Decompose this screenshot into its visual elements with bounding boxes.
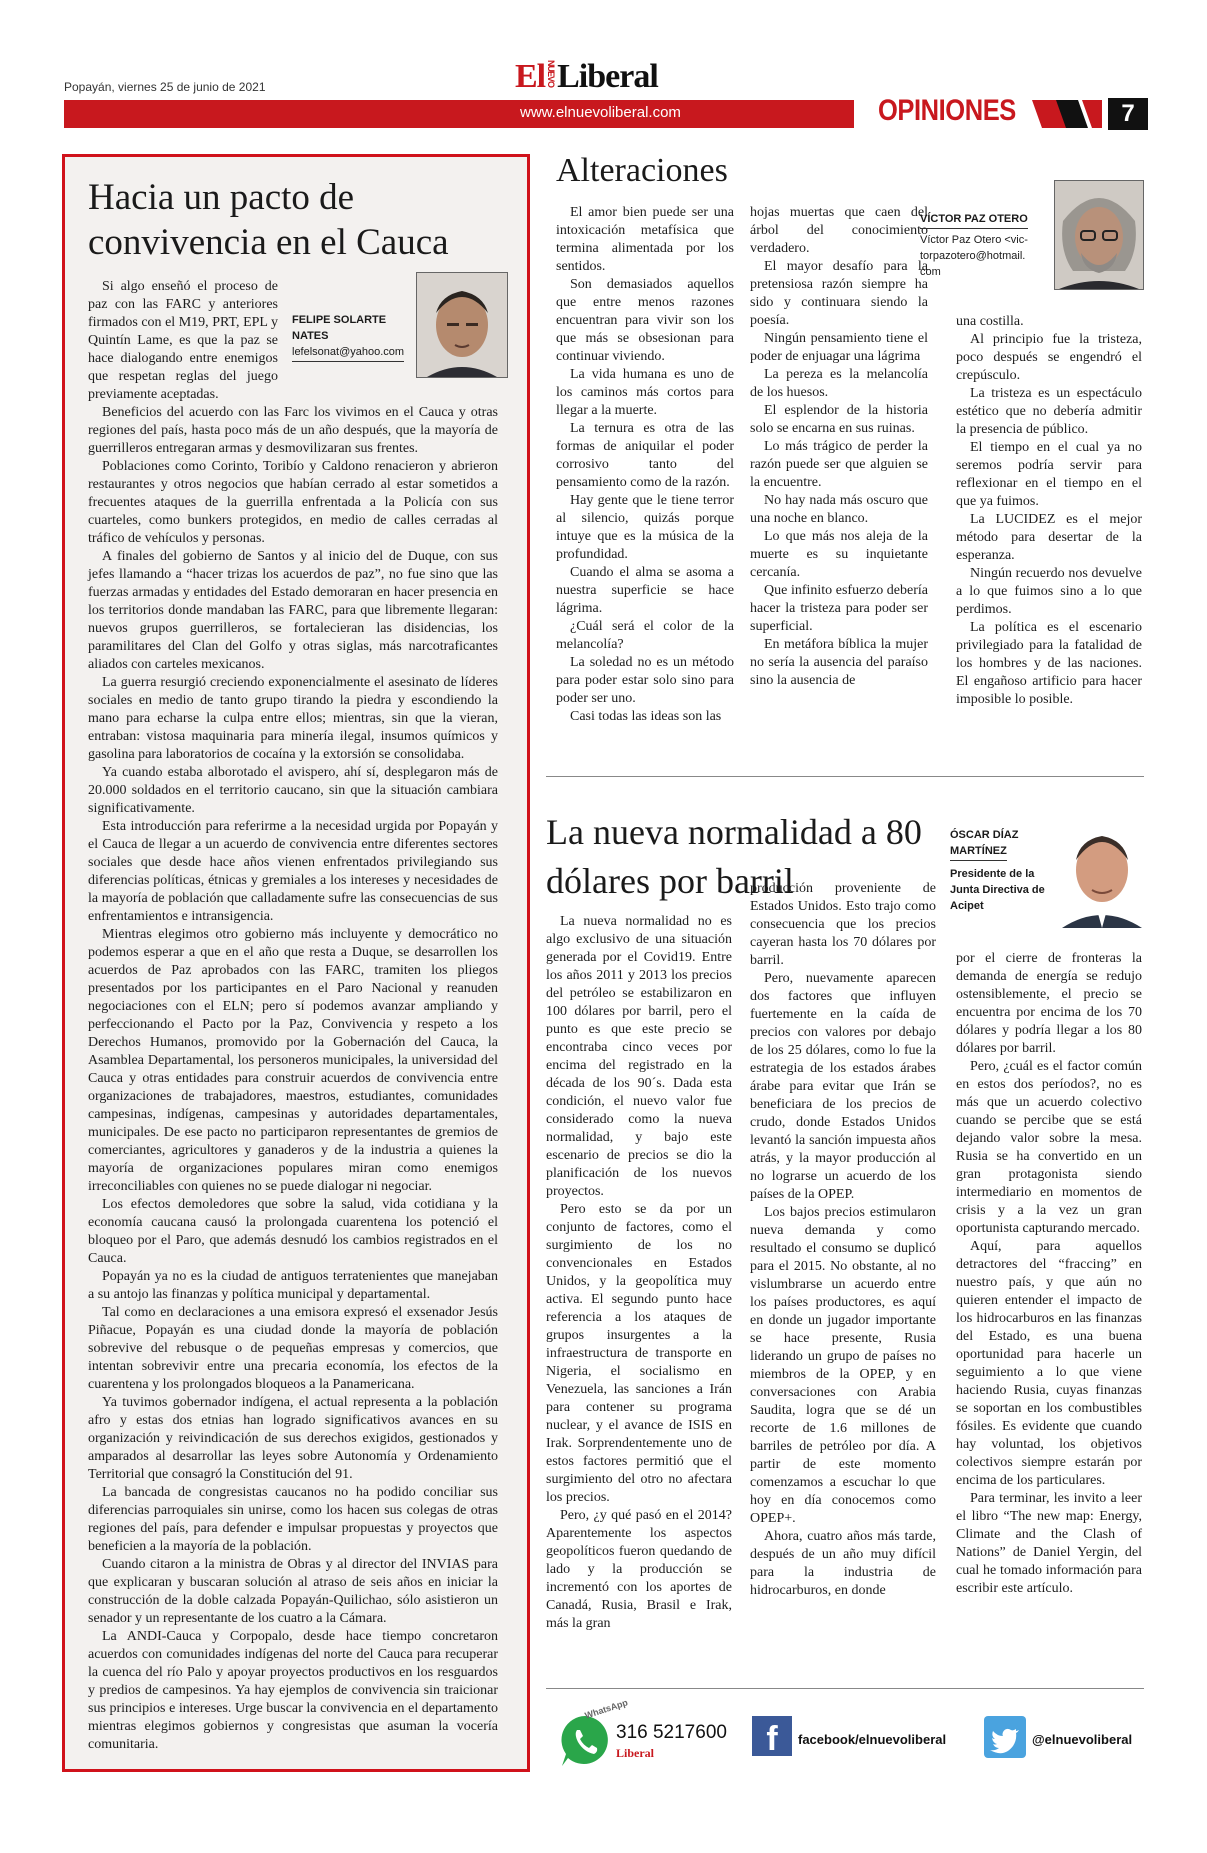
article-3-paragraph: Aquí, para aquellos detractores del “fraccing” en nuestro país, y que aún no quieren entender el impacto de los hidrocarburos en las finanzas del Estado, es una buena oportunidad para hacerle un seguimiento a lo que viene haciendo Rusia, cuyas finanzas se soportan en los combustibles fósiles. Es evidente que cuando hay voluntad, los objetivos colectivos siempre estarán por encima de los particulares. (956, 1239, 1142, 1488)
article-3-col-1 (546, 913, 732, 1633)
whatsapp-contact[interactable] (556, 1697, 756, 1770)
article-2-contact-line[interactable]: com (920, 265, 941, 278)
article-1-paragraph: Ya tuvimos gobernador indígena, el actual representa a la población afro y estas dos etnias han logrado significativos avances en su organización y reivindicación de sus derechos exigidos, gestionados y amparados al desarrollar las leyes sobre Autonomía y Ordenamiento Territorial que consagró la Constitución del 91. (88, 1395, 498, 1482)
logo-el: El (515, 58, 546, 95)
article-3-col-3 (956, 950, 1142, 1598)
aphorism: El mayor desafío para la pretensiosa razón siempre ha sido y continuara siendo la poesía. (750, 259, 928, 328)
facebook-handle[interactable]: facebook/elnuevoliberal (798, 1732, 947, 1747)
article-3-paragraph: La nueva normalidad no es algo exclusivo de una situación generada por el Covid19. Entre los años 2011 y 2013 los precios del petróleo se estabilizaron en 100 dólares por barril, pero el punto es que este precio se encontraba cinco veces por encima del registrado en la década de los 90´s. Dada esta condición, el nuevo valor fue considerado como la nueva normalidad, y bajo este escenario de precios se dio la planificación de los nuevos proyectos. (546, 914, 732, 1199)
article-1-email[interactable] (292, 345, 412, 362)
facebook-icon[interactable]: f (752, 1716, 792, 1756)
article-1-paragraph: Poblaciones como Corinto, Toribío y Caldono renacieron y abrieron restaurantes y otros negocios que habían cerrado al estar sometidos a frecuentes ataques de la guerrilla enfrentada a la Policía con sus cuarteles, como bunkers protegidos, en medio de calles cerradas al tráfico de vehículos y personas. (88, 459, 498, 546)
article-1-paragraph: La ANDI-Cauca y Corpopalo, desde hace tiempo concretaron acuerdos con comunidades indígenas del norte del Cauca para recuperar la cuenca del río Palo y apoyar proyectos productivos en los resguardos y predios de campesinos. Ya hay ejemplos de convivencia sin traicionar sus principios e intereses. Urge buscar la convivencia en el departamento mientras elegimos gobiernos y congresistas que asuman la vocería comunitaria. (88, 1629, 498, 1752)
author-portrait-icon (1055, 181, 1143, 289)
dateline: Popayán, viernes 25 de junio de 2021 (64, 80, 266, 94)
facebook-contact[interactable] (752, 1716, 962, 1758)
aphorism: Ningún recuerdo nos devuelve a lo que fuimos sino a lo que perdimos. (956, 566, 1142, 617)
article-1-paragraph: Cuando citaron a la ministra de Obras y al director del INVIAS para que explicaran y buscaran solución al atraso de seis años en iniciar la construcción de la doble calzada Popayán-Quilichao, sólo asistieron un senador y un representante de los cuatro a la Cámara. (88, 1557, 498, 1626)
twitter-icon[interactable] (984, 1716, 1026, 1758)
article-1-byline (292, 313, 412, 362)
aphorism: El tiempo en el cual ya no seremos podría servir para reflexionar en el tiempo en el que ya fuimos. (956, 440, 1142, 509)
article-3-paragraph: Pero, ¿cuál es el factor común en estos dos períodos?, no es más que un acuerdo colectivo cuando se percibe que se está dejando valor sobre la mesa. Rusia se ha convertido en un gran protagonista siendo intermediario en momentos de crisis y a la vez un gran oportunista capturando mercado. (956, 1059, 1142, 1236)
article-3-byline (950, 828, 1060, 915)
article-1-author: FELIPE SOLARTE NATES (292, 314, 387, 342)
article-3-paragraph: Pero, nuevamente aparecen dos factores que influyen fuertemente en la caída de precios con valores por debajo de los 25 dólares, como lo fue la estrategia de los estados árabes árabe para evitar que Irán se beneficiara de los precios de crudo, donde Estados Unidos levantó la sanción impuesta años atrás, y la mayor producción al no lograrse un acuerdo de los países de la OPEP. (750, 971, 936, 1202)
aphorism: La tristeza es un espectáculo estético que no debería admitir la presencia de público. (956, 386, 1142, 437)
author-photo-paz-otero (1054, 180, 1144, 290)
article-1-title: Hacia un pacto de convivencia en el Cauca (88, 177, 449, 264)
article-3-paragraph: Los bajos precios estimularon nueva demanda y como resultado el consumo se duplicó para el 2015. No obstante, al no vislumbrarse un acuerdo entre los países productores, es aquí en donde un jugador importante se hace presente, Rusia liderando un grupo de países no miembros de la OPEP, y en conversaciones con Arabia Saudita, logra que se dé un recorte de 1.6 millones de barriles de petróleo por día. A partir de este momento comenzamos a escuchar lo que hoy en día conocemos como OPEP+. (750, 1205, 936, 1526)
article-2-author-wrap (920, 212, 1050, 229)
article-2-contact-line[interactable]: Víctor Paz Otero <vic- (920, 233, 1028, 246)
article-2-title: Alteraciones (556, 152, 728, 189)
aphorism: hojas muertas que caen del árbol del conocimiento verdadero. (750, 205, 928, 256)
article-1-paragraph: Mientras elegimos otro gobierno más incluyente y democrático no podemos esperar a que en el año que resta a Duque, se desarrollen los acuerdos de Paz aprobados con las FARC, tramiten los pliegos presentados por los participantes en el Paro Nacional y reanuden negociaciones con el ELN; pero sí podemos avanzar ampliando y perfeccionando el Pacto por la Paz, Convivencia y respeto a los Derechos Humanos, promovido por la Gobernación del Cauca, la Asamblea Departamental, los personeros municipales, la universidad del Cauca y otras entidades para construir acuerdos de convivencia entre organizaciones de trabajadores, maestros, estudiantes, comunidades campesinas, indígenas, campesinas y autoridades departamentales, municipales. De ese pacto no participaron representantes de gremios de comerciantes, agricultores y ganaderos y de la industria a quienes la mayoría de organizaciones populares miran como enemigos irreconciliables con quienes no se puede dialogar ni negociar. (88, 927, 498, 1194)
section-stripes-icon (1032, 96, 1102, 132)
article-2-contact[interactable] (920, 233, 1050, 281)
article-3-paragraph: producción proveniente de Estados Unidos. Esto trajo como consecuencia que los precios cayeran hasta los 70 dólares por barril. (750, 881, 936, 968)
article-3-author-line-wrap (950, 844, 1060, 861)
aphorism: Son demasiados aquellos que entre menos razones encuentran para vivir son los que más se obsesionan para continuar viviendo. (556, 277, 734, 364)
article-2-byline (920, 212, 1050, 281)
article-2-contact-line[interactable]: torpazotero@hotmail. (920, 249, 1026, 262)
article-1-paragraph: Los efectos demoledores que sobre la salud, vida cotidiana y la economía caucana causó la prolongada cuarentena los potenció el bloqueo por el Paro, que además desnudó los cambios registrados en el Cauca. (88, 1197, 498, 1266)
article-1-paragraph: Beneficios del acuerdo con las Farc los vivimos en el Cauca y otras regiones del país, hasta poco más de un año después, que la mayoría de guerrilleros entregaran armas y desmovilizaran sus frentes. (88, 405, 498, 456)
article-3-paragraph: Pero esto se da por un conjunto de factores, como el surgimiento de los no convencionales en Estados Unidos, y la geopolítica muy activa. El segundo punto hace referencia a los ataques de grupos insurgentes a la infraestructura de transporte en Nigeria, el socialismo en Venezuela, las sanciones a Irán para contener su programa nuclear, y el avance de ISIS en Irak. Sorprendentemente uno de estos factores permitió que el surgimiento del otro no afectara los precios. (546, 1202, 732, 1505)
article-3-author-wrap (950, 828, 1060, 861)
twitter-contact[interactable] (984, 1716, 1144, 1758)
aphorism: El esplendor de la historia solo se encarna en sus ruinas. (750, 403, 928, 436)
aphorism: No hay nada más oscuro que una noche en blanco. (750, 493, 928, 526)
article-3-author-line: MARTÍNEZ (950, 844, 1007, 861)
aphorism: La pereza es la melancolía de los huesos. (750, 367, 928, 400)
article-1-paragraph: Esta introducción para referirme a la necesidad urgida por Popayán y el Cauca de llegar a un acuerdo de convivencia entre diferentes sectores sociales que desde hace años vienen enfrentados privilegiando sus diferencias políticas, étnicas y gremiales a los intereses y necesidades de la mayoría de población que calladamente sufre las consecuencias de sus enfrentamientos e intransigencia. (88, 819, 498, 924)
logo-liberal: Liberal (557, 58, 658, 95)
aphorism: La soledad no es un método para poder estar solo sino para poder ser uno. (556, 655, 734, 706)
aphorism: La vida humana es uno de los caminos más cortos para llegar a la muerte. (556, 367, 734, 418)
header-red-bar (64, 100, 854, 128)
aphorism: ¿Cuál será el color de la melancolía? (556, 619, 734, 652)
article-3-author-line: ÓSCAR DÍAZ (950, 829, 1019, 841)
article-1-intro (88, 278, 278, 404)
article-1-paragraph: Ya cuando estaba alborotado el avispero, ahí sí, desplegaron más de 20.000 soldados en el territorio caucano, sin que la situación cambiara significativamente. (88, 765, 498, 816)
author-portrait-icon (1060, 820, 1144, 928)
footer-divider (546, 1688, 1144, 1689)
aphorism: En metáfora bíblica la mujer no sería la ausencia del paraíso sino la ausencia de (750, 637, 928, 688)
whatsapp-label: WhatsApp (583, 1697, 629, 1721)
newspaper-logo (515, 58, 658, 96)
article-1-paragraph: Tal como en declaraciones a una emisora expresó el exsenador Jesús Piñacue, Popayán es una ciudad donde la mayoría de población sobrevive del rebusque o de pequeñas empresas y comercios, que intentan sobrevivir entre una precaria economía, los efectos de la cuarentena y los prolongados bloqueos a la Panamericana. (88, 1305, 498, 1392)
author-photo-diaz (1060, 820, 1144, 928)
mini-logo: Liberal (616, 1746, 654, 1760)
website-url[interactable]: www.elnuevoliberal.com (520, 104, 681, 121)
article-1-paragraph: La bancada de congresistas caucanos no ha podido conciliar sus diferencias parroquiales sin unirse, como los hacen sus colegas de otras regiones del país, para defender e impulsar propuestas y proyectos que beneficien a la mayoría de la población. (88, 1485, 498, 1554)
aphorism: La LUCIDEZ es el mejor método para desertar de la esperanza. (956, 512, 1142, 563)
aphorism: Hay gente que le tiene terror al silencio, quizás porque intuye que es la música de la profundidad. (556, 493, 734, 562)
section-divider (546, 776, 1144, 777)
article-2-author: VÍCTOR PAZ OTERO (920, 212, 1028, 229)
article-3-title: La nueva normalidad a 80 dólares por barril (546, 812, 922, 901)
aphorism: El amor bien puede ser una intoxicación metafísica que termina alimentada por los sentidos. (556, 205, 734, 274)
logo-nuevo: NUEVO (546, 59, 557, 87)
aphorism: Que infinito esfuerzo debería hacer la tristeza para poder ser superficial. (750, 583, 928, 634)
article-1-body (88, 404, 498, 1754)
article-2-col-3 (956, 313, 1142, 709)
section-label: OPINIONES (878, 94, 1016, 127)
aphorism: La política es el escenario privilegiado para la fatalidad de los hombres y de las naciones. El engañoso artificio para hacer imposible lo posible. (956, 620, 1142, 707)
aphorism: Lo que más nos aleja de la muerte es su inquietante cercanía. (750, 529, 928, 580)
article-2-col-1 (556, 204, 734, 726)
page-number: 7 (1108, 98, 1148, 130)
whatsapp-icon[interactable] (556, 1712, 614, 1770)
article-1-paragraph: La guerra resurgió creciendo exponencialmente el asesinato de líderes sociales en medio de tanto grupo tirando la piedra y escondiendo la mano para echarse la culpa entre ellos; mientras, sin que la vieran, entraban: vistosa maquinaria para minería ilegal, insumos químicos y gasolina para laboratorios de cocaína y la extorsión se consolidaba. (88, 675, 498, 762)
article-3-col-2 (750, 880, 936, 1600)
article-3-paragraph: Ahora, cuatro años más tarde, después de un año muy difícil para la industria de hidrocarburos, en donde (750, 1529, 936, 1598)
article-1-intro-paragraph: Si algo enseñó el proceso de paz con las FARC y anteriores firmados con el M19, PRT, EPL y Quintín Lame, es que la paz se hace dialogando entre enemigos que respetan reglas del juego previamente aceptadas. (88, 279, 278, 402)
author-photo-solarte (416, 272, 508, 378)
aphorism: Cuando el alma se asoma a nuestra superficie se hace lágrima. (556, 565, 734, 616)
aphorism: Lo más trágico de perder la razón puede ser que alguien se la encuentre. (750, 439, 928, 490)
article-2-col-2 (750, 204, 928, 690)
aphorism: La ternura es otra de las formas de aniquilar el poder corrosivo tanto del pensamiento como de la razón. (556, 421, 734, 490)
aphorism: Casi todas las ideas son las (570, 709, 722, 724)
aphorism: Al principio fue la tristeza, poco después se engendró el crepúsculo. (956, 332, 1142, 383)
whatsapp-phone[interactable]: 316 5217600 (616, 1722, 727, 1743)
aphorism: una costilla. (956, 314, 1024, 329)
aphorism: Ningún pensamiento tiene el poder de enjuagar una lágrima (750, 331, 928, 364)
article-3-author-role: Presidente de la Junta Directiva de Acipet (950, 867, 1045, 912)
article-3-paragraph: Para terminar, les invito a leer el libro “The new map: Energy, Climate and the Clash of Nations” de Daniel Yergin, del cual he tomado información para escribir este artículo. (956, 1491, 1142, 1596)
article-3-paragraph: por el cierre de fronteras la demanda de energía se redujo ostensiblemente, el precio se encuentra por encima de los 70 dólares y podría llegar a los 80 dólares por barril. (956, 951, 1142, 1056)
article-1-email-text[interactable]: lefelsonat@yahoo.com (292, 345, 404, 362)
article-3-paragraph: Pero, ¿y qué pasó en el 2014? Aparentemente los aspectos geopolíticos fueron quedando de lado y la producción se incrementó con los aportes de Canadá, Rusia, Brasil e Irak, más la gran (546, 1508, 732, 1631)
article-1-paragraph: A finales del gobierno de Santos y al inicio del de Duque, con sus jefes llamando a “hacer trizas los acuerdos de paz”, no fue sino que las fuerzas armadas y entidades del Estado demoraran en hacer presencia en los territorios donde mandaban las FARC, para que libremente llegaran: nuevos grupos guerrilleros, se fortalecieran las disidencias, los paramilitares del Clan del Golfo y otras siglas, más narcotraficantes aliados con carteles mexicanos. (88, 549, 498, 672)
twitter-handle[interactable]: @elnuevoliberal (1032, 1732, 1133, 1747)
author-portrait-icon (417, 273, 507, 377)
article-1-paragraph: Popayán ya no es la ciudad de antiguos terratenientes que manejaban a su antojo las finanzas y política municipal y departamental. (88, 1269, 498, 1302)
